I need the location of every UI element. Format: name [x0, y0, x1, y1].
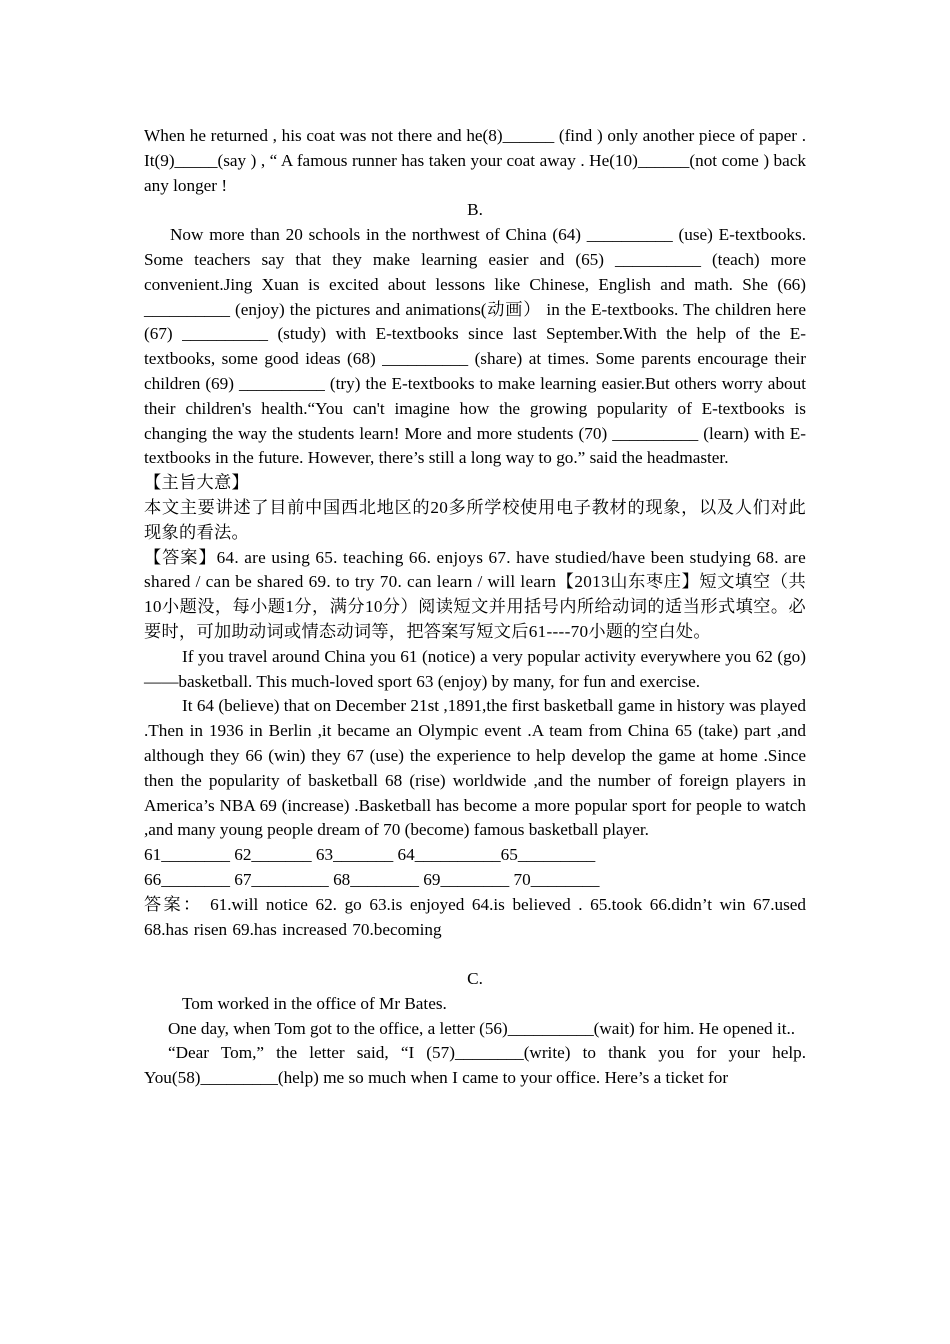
section-b-heading: B.: [467, 200, 483, 220]
section-b-passage: Now more than 20 schools in the northwest of China (64) __________ (use) E-textbooks. Some teachers say that they make learning easier and (65) __________ (teach) more convenient.Jing Xuan is excited about lessons like Chinese, English and math. She (66) __________ (enjoy) the pictures and animations(动画） in the E-textbooks. The children here (67) __________ (study) with E-textbooks since last September.With the help of the E-textbooks, some good ideas (68) __________ (share) at times. Some parents encourage their children (69) __________ (try) the E-textbooks to make learning easier.But others worry about their children's health.“You can't imagine how the growing popularity of E-textbooks is changing the way the students learn! More and more students (70) __________ (learn) with E-textbooks in the future. However, there’s still a long way to go.” said the headmaster.: [144, 225, 806, 468]
blanks-row-2: 66________ 67_________ 68________ 69________ 70________: [144, 869, 600, 889]
answers-and-instructions: 【答案】64. are using 65. teaching 66. enjoys 67. have studied/have been studying 68. are shared / can be shared 69. to try 70. can learn / will learn【2013山东枣庄】短文填空（共10小题没，每小题1分，满分10分）阅读短文并用括号内所给动词的适当形式填空。必要时，可加助动词或情态动词等，把答案写短文后61----70小题的空白处。: [144, 547, 806, 641]
summary-text: 本文主要讲述了目前中国西北地区的20多所学校使用电子教材的现象，以及人们对此现象的看法。: [144, 497, 806, 542]
spacer: [144, 942, 806, 967]
basketball-answers: 答案： 61.will notice 62. go 63.is enjoyed 64.is believed . 65.took 66.didn’t win 67.used 68.has risen 69.has increased 70.becoming: [144, 894, 806, 939]
section-c-line-1: Tom worked in the office of Mr Bates.: [182, 993, 447, 1013]
document-page: [144, 124, 806, 1091]
basketball-paragraph-2: It 64 (believe) that on December 21st ,1891,the first basketball game in history was played .Then in 1936 in Berlin ,it became an Olympic event .A team from China 65 (take) part ,and although they 66 (win) they 67 (use) the experience to help develop the game at home .Since then the popularity of basketball 68 (rise) worldwide ,and the number of foreign players in America’s NBA 69 (increase) .Basketball has become a more popular sport for people to watch ,and many young people dream of 70 (become) famous basketball player.: [144, 696, 806, 840]
blanks-row-1: 61________ 62_______ 63_______ 64__________65_________: [144, 845, 596, 865]
section-c-heading: C.: [467, 969, 483, 989]
section-c-line-2: One day, when Tom got to the office, a letter (56)__________(wait) for him. He opened it..: [168, 1018, 796, 1038]
basketball-paragraph-1: If you travel around China you 61 (notice) a very popular activity everywhere you 62 (go)——basketball. This much-loved sport 63 (enjoy) by many, for fun and exercise.: [144, 646, 806, 691]
section-c-line-3: “Dear Tom,” the letter said, “I (57)________(write) to thank you for your help. You(58)_________(help) me so much when I came to your office. Here’s a ticket for: [144, 1043, 806, 1088]
intro-paragraph: When he returned , his coat was not there and he(8)______ (find ) only another piece of paper . It(9)_____(say ) , “ A famous runner has taken your coat away . He(10)______(not come ) back any longer !: [144, 126, 806, 195]
summary-label: 【主旨大意】: [144, 473, 249, 493]
